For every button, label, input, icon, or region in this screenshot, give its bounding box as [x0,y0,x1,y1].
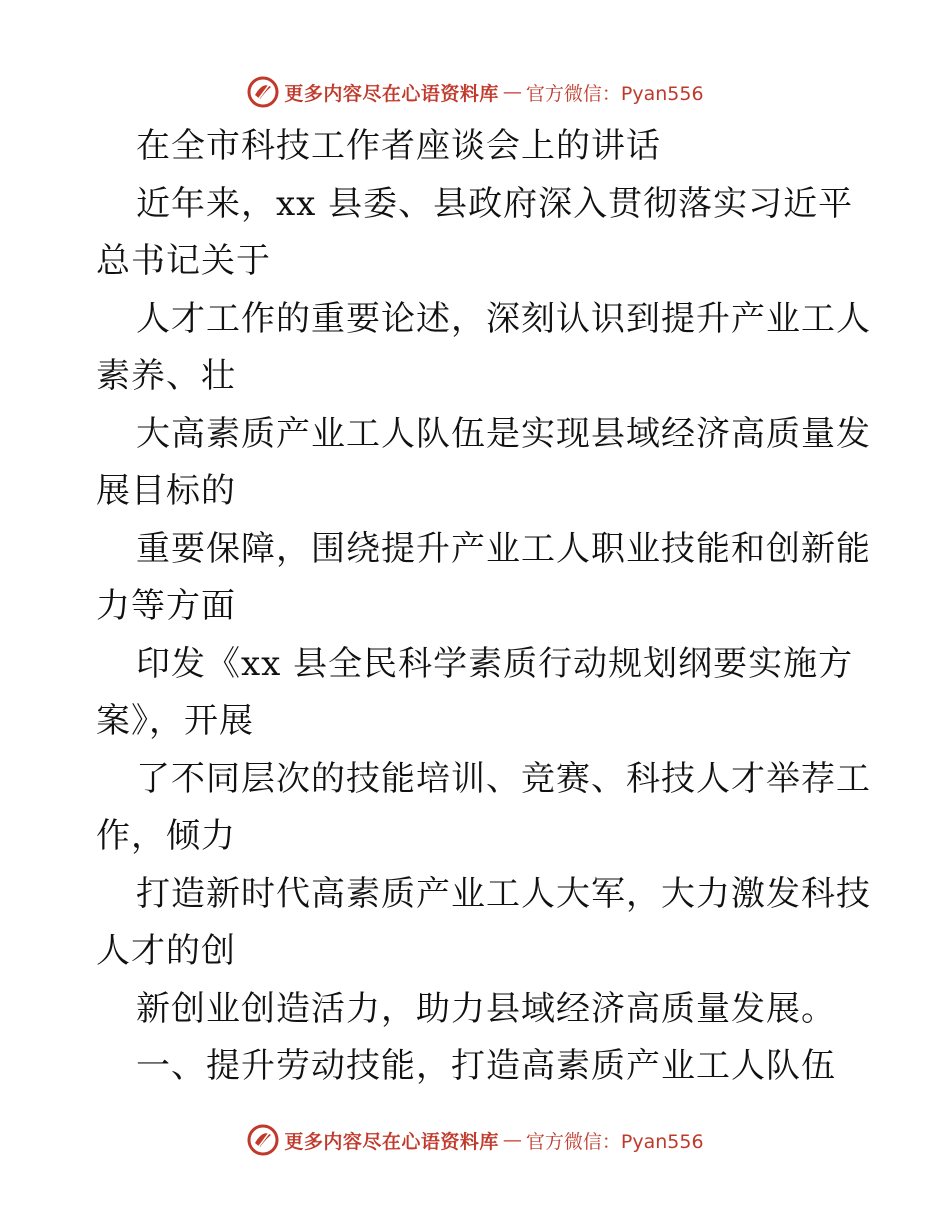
text-line: 在全市科技工作者座谈会上的讲话 [136,126,661,166]
text-line: 展目标的 [96,471,236,511]
brand-text: 更多内容尽在心语资料库 [284,1130,499,1153]
text-line: 力等方面 [96,586,236,626]
text-line: 人才工作的重要论述，深刻认识到提升产业工人 [136,298,871,339]
text-line: 近年来，xx 县委、县政府深入贯彻落实习近平 [136,183,854,224]
official-wechat-text: 官方微信：Pyan556 [525,82,704,105]
brand-logo-icon [246,75,280,109]
banner-separator: — [502,1129,522,1151]
text-line: 大高素质产业工人队伍是实现县域经济高质量发 [136,413,871,454]
text-line: 作，倾力 [96,816,236,856]
text-line: 人才的创 [96,931,236,971]
document-body [96,118,871,1096]
text-line: 打造新时代高素质产业工人大军，大力激发科技 [136,873,871,914]
banner-separator: — [502,81,522,103]
text-line: 案》，开展 [96,701,254,741]
header-banner [0,72,950,112]
text-line: 了不同层次的技能培训、竞赛、科技人才举荐工 [136,758,871,799]
text-line: 总书记关于 [96,241,271,281]
brand-text: 更多内容尽在心语资料库 [284,82,499,105]
text-line: 重要保障，围绕提升产业工人职业技能和创新能 [136,528,871,569]
footer-banner [0,1120,950,1160]
official-wechat-text: 官方微信：Pyan556 [525,1130,704,1153]
text-line: 新创业创造活力，助力县域经济高质量发展。 [136,988,836,1029]
text-line: 印发《xx 县全民科学素质行动规划纲要实施方 [136,643,854,684]
brand-logo-icon [246,1123,280,1157]
text-line: 一、提升劳动技能，打造高素质产业工人队伍 [136,1046,836,1086]
text-line: 素养、壮 [96,356,236,396]
